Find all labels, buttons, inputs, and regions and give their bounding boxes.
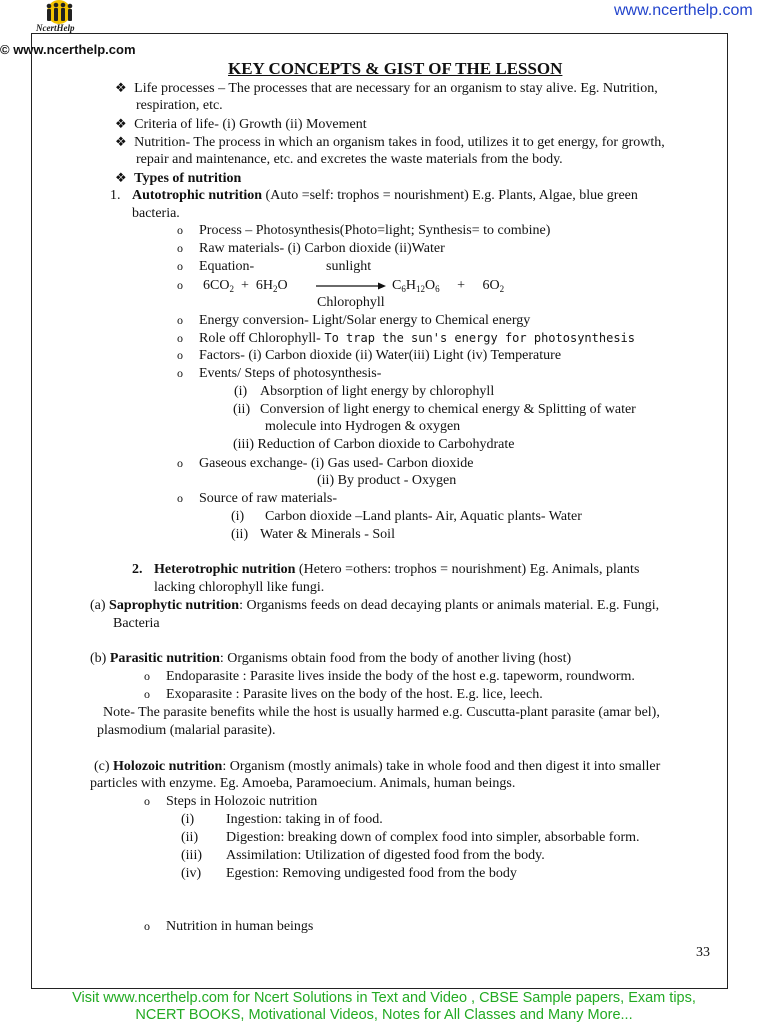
source-text: Source of raw materials- xyxy=(199,491,337,506)
saprophytic-heading: Saprophytic nutrition xyxy=(109,598,240,613)
gaseous-exchange-byproduct: (ii) By product - Oxygen xyxy=(317,473,457,488)
bullet-text: Nutrition- The process in which an organism takes in food, utilizes it to get energy, for growth, xyxy=(134,135,665,150)
footer-line-1[interactable]: Visit www.ncerthelp.com for Ncert Solutions in Text and Video , CBSE Sample papers, Exam tips, xyxy=(72,990,696,1006)
bullet-nutrition xyxy=(115,133,665,151)
bullet-nutrition-cont: repair and maintenance, etc. and excretes the waste materials from the body. xyxy=(136,152,563,167)
item-prefix: (a) xyxy=(90,598,110,613)
human-nutrition-text: Nutrition in human beings xyxy=(166,919,314,934)
autotrophic-cont: bacteria. xyxy=(132,206,180,221)
page-title: KEY CONCEPTS & GIST OF THE LESSON xyxy=(228,59,563,78)
holozoic-cont: particles with enzyme. Eg. Amoeba, Paramoecium. Animals, human beings. xyxy=(90,776,516,791)
circle-bullet-icon: o xyxy=(177,491,183,505)
circle-bullet-icon: o xyxy=(144,669,150,683)
site-logo[interactable] xyxy=(34,0,84,34)
step-2-number: (ii) xyxy=(181,830,199,845)
event-2-text: Conversion of light energy to chemical energy & Splitting of water xyxy=(260,402,636,417)
diamond-bullet-icon: ❖ xyxy=(115,80,127,95)
holozoic-line xyxy=(94,758,660,775)
role-chlorophyll-line xyxy=(199,330,635,347)
event-1-number: (i) xyxy=(234,384,248,399)
holozoic-steps-text: Steps in Holozoic nutrition xyxy=(166,794,318,809)
step-2-text: Digestion: breaking down of complex food into simpler, absorbable form. xyxy=(226,830,640,845)
bullet-life-processes-cont: respiration, etc. xyxy=(136,98,223,113)
circle-bullet-icon: o xyxy=(144,919,150,933)
list-number: 2. xyxy=(132,562,143,577)
circle-bullet-icon: o xyxy=(177,223,183,237)
bullet-text: Life processes – The processes that are necessary for an organism to stay alive. Eg. Nutrition, xyxy=(134,81,658,96)
source-1-text: Carbon dioxide –Land plants- Air, Aquatic plants- Water xyxy=(265,509,582,524)
step-4-number: (iv) xyxy=(181,866,202,881)
sunlight-label: sunlight xyxy=(326,259,372,274)
parasitic-line xyxy=(90,650,571,667)
equation-products: $C_6H_{12}O_6$ + $6O_2$ xyxy=(392,278,505,294)
step-1-text: Ingestion: taking in of food. xyxy=(226,812,383,827)
autotrophic-line xyxy=(110,187,638,204)
bullet-text: Criteria of life- (i) Growth (ii) Movement xyxy=(134,117,367,132)
parasite-note: Note- The parasite benefits while the host is usually harmed e.g. Cuscutta-plant parasite (amar bel), xyxy=(103,705,660,720)
saprophytic-cont: Bacteria xyxy=(113,616,160,631)
role-chlorophyll-label: Role off Chlorophyll- xyxy=(199,331,325,346)
circle-bullet-icon: o xyxy=(177,313,183,327)
heterotrophic-line xyxy=(132,561,639,578)
parasitic-text: : Organisms obtain food from the body of another living (host) xyxy=(219,651,572,666)
reaction-arrow-icon xyxy=(316,281,386,291)
circle-bullet-icon: o xyxy=(177,348,183,362)
source-1-number: (i) xyxy=(231,509,245,524)
circle-bullet-icon: o xyxy=(177,331,183,345)
saprophytic-line xyxy=(90,597,659,614)
energy-conversion-text: Energy conversion- Light/Solar energy to Chemical energy xyxy=(199,313,531,328)
autotrophic-text: (Auto =self: trophos = nourishment) E.g. Plants, Algae, blue green xyxy=(262,188,638,203)
process-text: Process – Photosynthesis(Photo=light; Synthesis= to combine) xyxy=(199,223,551,238)
heterotrophic-text: (Hetero =others: trophos = nourishment) Eg. Animals, plants xyxy=(295,562,640,577)
circle-bullet-icon: o xyxy=(177,456,183,470)
list-number: 1. xyxy=(110,188,121,203)
circle-bullet-icon: o xyxy=(177,366,183,380)
diamond-bullet-icon: ❖ xyxy=(115,134,127,149)
page-number: 33 xyxy=(696,945,710,960)
chlorophyll-label: Chlorophyll xyxy=(317,295,385,310)
heterotrophic-heading: Heterotrophic nutrition xyxy=(154,562,296,577)
step-3-text: Assimilation: Utilization of digested food from the body. xyxy=(226,848,545,863)
diamond-bullet-icon: ❖ xyxy=(115,170,127,185)
autotrophic-heading: Autotrophic nutrition xyxy=(132,188,263,203)
step-1-number: (i) xyxy=(181,812,195,827)
circle-bullet-icon: o xyxy=(177,241,183,255)
holozoic-text: : Organism (mostly animals) take in whole food and then digest it into smaller xyxy=(222,759,661,774)
equation-reactants: $6CO_2 + 6H_2O$ xyxy=(203,278,288,294)
step-3-number: (iii) xyxy=(181,848,202,863)
role-chlorophyll-handwritten: To trap the sun's energy for photosynthesis xyxy=(324,331,636,345)
gaseous-exchange-text: Gaseous exchange- (i) Gas used- Carbon dioxide xyxy=(199,456,474,471)
source-2-number: (ii) xyxy=(231,527,249,542)
footer-line-2[interactable]: NCERT BOOKS, Motivational Videos, Notes for All Classes and Many More... xyxy=(135,1007,633,1023)
raw-materials-text: Raw materials- (i) Carbon dioxide (ii)Water xyxy=(199,241,445,256)
event-3-text: (iii) Reduction of Carbon dioxide to Carbohydrate xyxy=(233,437,515,452)
source-2-text: Water & Minerals - Soil xyxy=(260,527,395,542)
factors-text: Factors- (i) Carbon dioxide (ii) Water(iii) Light (iv) Temperature xyxy=(199,348,562,363)
diamond-bullet-icon: ❖ xyxy=(115,116,127,131)
bullet-life-processes xyxy=(115,79,658,97)
saprophytic-text: : Organisms feeds on dead decaying plants or animals material. E.g. Fungi, xyxy=(239,598,660,613)
event-2-cont: molecule into Hydrogen & oxygen xyxy=(265,419,461,434)
heterotrophic-cont: lacking chlorophyll like fungi. xyxy=(154,580,325,595)
event-2-number: (ii) xyxy=(233,402,251,417)
circle-bullet-icon: o xyxy=(144,687,150,701)
events-text: Events/ Steps of photosynthesis- xyxy=(199,366,382,381)
item-prefix: (c) xyxy=(94,759,114,774)
circle-bullet-icon: o xyxy=(177,278,183,292)
parasitic-heading: Parasitic nutrition xyxy=(109,651,220,666)
event-1-text: Absorption of light energy by chlorophyll xyxy=(260,384,495,399)
item-prefix: (b) xyxy=(90,651,110,666)
logo-text: NcertHelp xyxy=(36,23,75,33)
equation-label: Equation- xyxy=(199,259,255,274)
parasite-note-cont: plasmodium (malarial parasite). xyxy=(97,723,276,738)
site-link-top-right[interactable]: www.ncerthelp.com xyxy=(614,2,753,19)
step-4-text: Egestion: Removing undigested food from the body xyxy=(226,866,517,881)
endoparasite-text: Endoparasite : Parasite lives inside the body of the host e.g. tapeworm, roundworm. xyxy=(166,669,635,684)
bullet-heading: Types of nutrition xyxy=(134,171,242,186)
bullet-types-heading xyxy=(115,169,241,187)
circle-bullet-icon: o xyxy=(144,794,150,808)
circle-bullet-icon: o xyxy=(177,259,183,273)
site-copyright-link[interactable]: © www.ncerthelp.com xyxy=(0,42,136,57)
exoparasite-text: Exoparasite : Parasite lives on the body of the host. E.g. lice, leech. xyxy=(166,687,543,702)
holozoic-heading: Holozoic nutrition xyxy=(113,759,223,774)
bullet-criteria xyxy=(115,115,367,133)
